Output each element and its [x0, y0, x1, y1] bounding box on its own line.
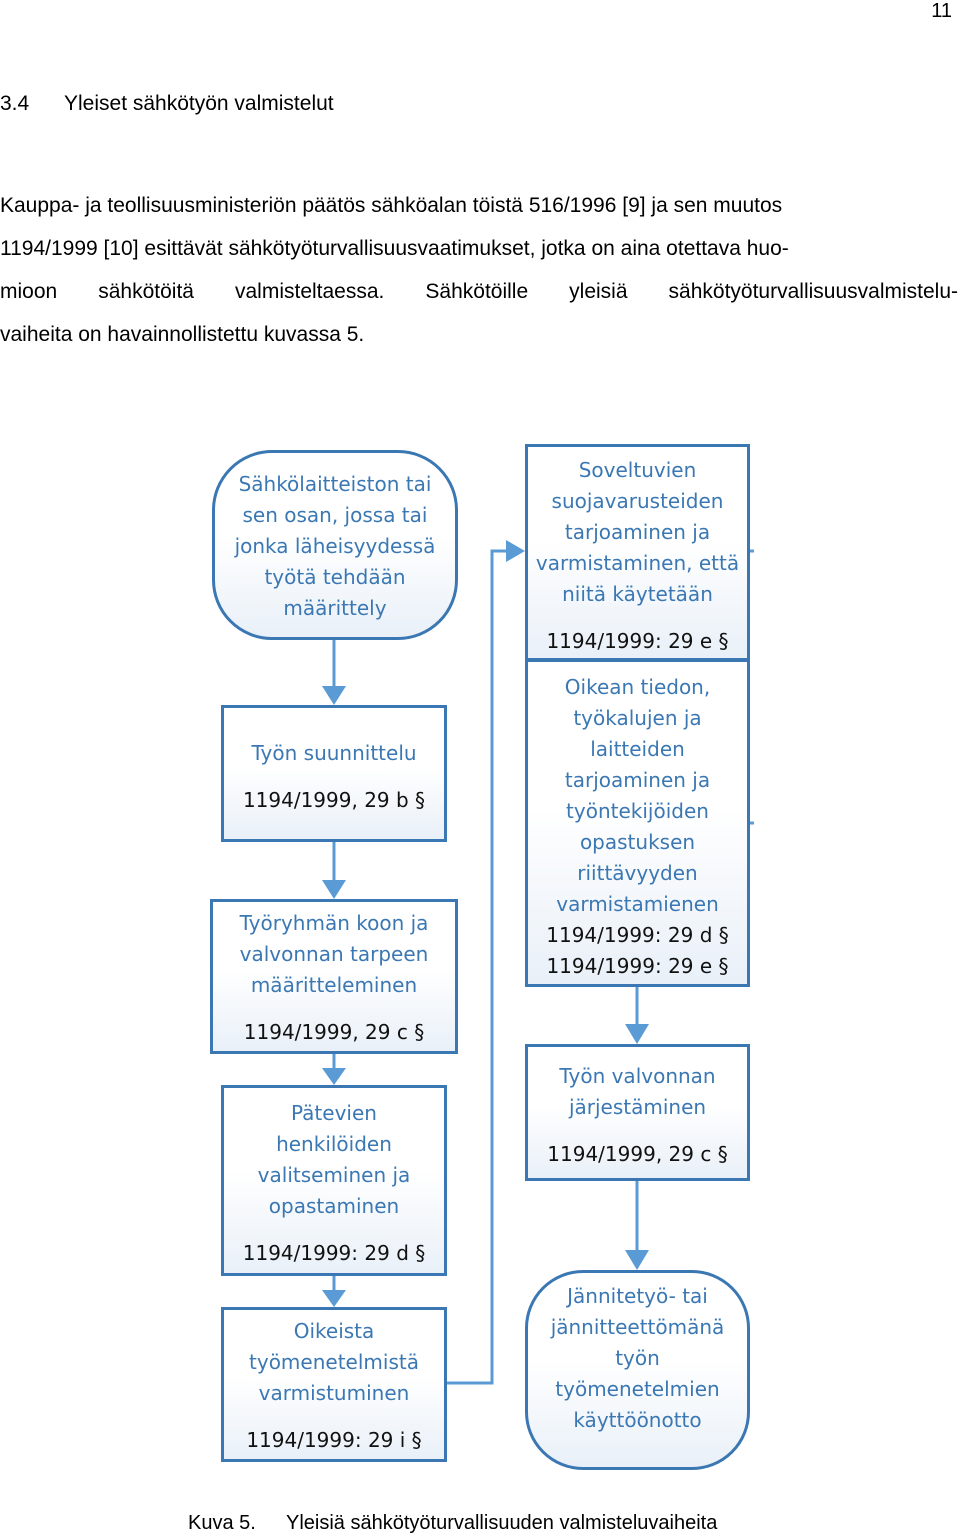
arrow-head — [322, 1290, 346, 1307]
step-protective-equipment — [525, 444, 750, 661]
paragraph-line: Kauppa- ja teollisuusministeriön päätös sähköalan töistä 516/1996 [9] ja sen muutos — [0, 194, 783, 217]
step-scope-definition — [212, 450, 458, 640]
arrow-head — [322, 686, 346, 705]
arrow-head — [506, 540, 525, 562]
step-text: Oikeista työmenetelmistä varmistuminen — [249, 1319, 419, 1405]
step-text: Työn valvonnan järjestäminen — [559, 1064, 716, 1119]
regulation-reference: 1194/1999: 29 i § — [246, 1428, 422, 1452]
step-live-dead-work-methods — [525, 1270, 750, 1470]
arrow-head — [625, 1250, 649, 1270]
step-text: Pätevien henkilöiden valitseminen ja opastaminen — [257, 1101, 411, 1218]
paragraph-line: vaiheita on havainnollistettu kuvassa 5. — [0, 323, 365, 346]
paragraph-line: 1194/1999 [10] esittävät sähkötyöturvallisuusvaatimukset, jotka on aina otettava huo- — [0, 237, 789, 260]
step-correct-methods — [221, 1307, 447, 1462]
regulation-reference: 1194/1999, 29 c § — [547, 1142, 728, 1166]
step-select-competent-persons — [221, 1085, 447, 1276]
regulation-reference: 1194/1999: 29 d § 1194/1999: 29 e § — [546, 923, 729, 978]
step-information-tools-instruction — [525, 659, 750, 987]
figure-caption — [188, 1512, 717, 1535]
step-text: Jännitetyö- tai jännitteettömänä työn työmenetelmien käyttöönotto — [550, 1284, 725, 1432]
section-number: 3.4 — [0, 92, 30, 115]
regulation-reference: 1194/1999: 29 d § — [242, 1241, 426, 1265]
caption-text: Yleisiä sähkötyöturvallisuuden valmisteluvaiheita — [286, 1512, 718, 1534]
step-text: Oikean tiedon, työkalujen ja laitteiden tarjoaminen ja työntekijöiden opastuksen riittävyyden varmistamienen — [556, 675, 719, 916]
step-text: Työryhmän koon ja valvonnan tarpeen määritteleminen — [239, 911, 429, 997]
step-text: Työn suunnittelu — [251, 741, 417, 765]
step-work-planning — [221, 705, 447, 842]
arrow-head — [625, 1024, 649, 1044]
section-title: Yleiset sähkötyön valmistelut — [64, 92, 334, 115]
regulation-reference: 1194/1999, 29 b § — [242, 788, 426, 812]
step-organize-supervision — [525, 1044, 750, 1181]
caption-label: Kuva 5. — [188, 1512, 256, 1534]
regulation-reference: 1194/1999, 29 c § — [243, 1020, 425, 1044]
step-text: Soveltuvien suojavarusteiden tarjoaminen ja varmistaminen, että niitä käytetään — [535, 458, 740, 606]
arrow-head — [322, 1068, 346, 1085]
paragraph-line: mioon sähkötöitä valmisteltaessa. Sähkötöille yleisiä sähkötyöturvallisuusvalmistelu- — [0, 280, 958, 303]
step-team-size — [210, 899, 458, 1054]
step-text: Sähkölaitteiston tai sen osan, jossa tai jonka läheisyydessä työtä tehdään määrittely — [234, 472, 436, 620]
page-number: 11 — [931, 0, 952, 22]
arrow-head — [322, 880, 346, 899]
regulation-reference: 1194/1999: 29 e § — [546, 629, 729, 653]
